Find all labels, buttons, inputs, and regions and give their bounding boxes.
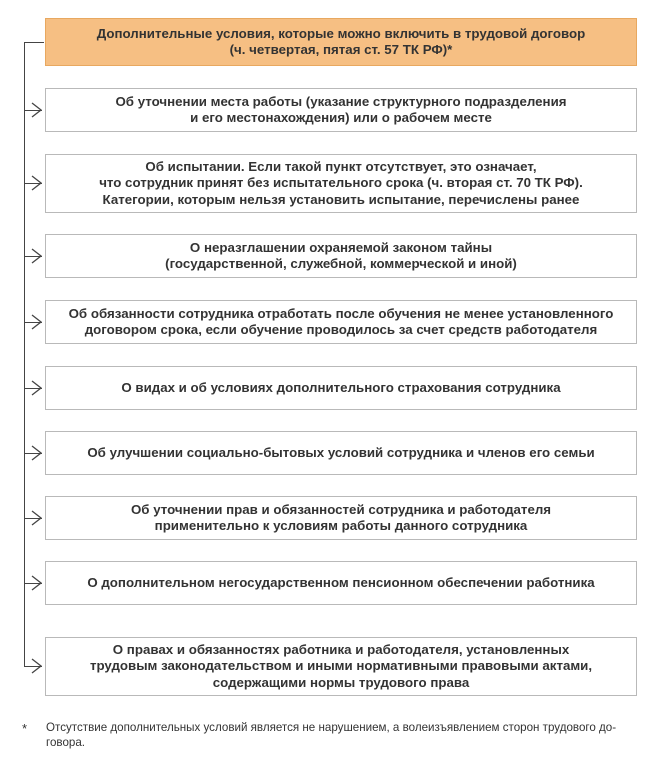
condition-text: Об обязанности сотрудника отработать после обучения не менее установленного договором срока, если обучение проводилось за счет средств работодателя	[68, 305, 614, 337]
condition-text: О дополнительном негосударственном пенсионном обеспечении работника	[87, 574, 595, 590]
condition-text: Об уточнении места работы (указание структурного подразделения и его местонахождения) или о рабочем месте	[115, 93, 567, 125]
condition-box-7	[45, 496, 637, 540]
header-box	[45, 18, 637, 66]
condition-box-6	[45, 431, 637, 475]
condition-text: О правах и обязанностях работника и работодателя, установленных трудовым законодательством и иными нормативными правовыми актами, содержащими нормы трудового права	[89, 641, 593, 690]
connector-stub	[24, 453, 42, 454]
footnote-text: Отсутствие дополнительных условий является не нарушением, а волеизъявлением сторон трудового до- говора.	[46, 721, 617, 749]
condition-box-8	[45, 561, 637, 605]
condition-text: Об испытании. Если такой пункт отсутствует, это означает, что сотрудник принят без испытательного срока (ч. вторая ст. 70 ТК РФ). Категории, которым нельзя установить испытание, перечислены ранее	[99, 158, 583, 207]
condition-box-4	[45, 300, 637, 344]
connector-spine	[24, 42, 25, 666]
connector-stub	[24, 110, 42, 111]
connector-stub	[24, 583, 42, 584]
condition-box-3	[45, 234, 637, 278]
connector-stub	[24, 518, 42, 519]
connector-stub	[24, 322, 42, 323]
footnote-mark: *	[22, 721, 28, 736]
connector-stub	[24, 256, 42, 257]
condition-text: Об улучшении социально-бытовых условий сотрудника и членов его семьи	[87, 444, 595, 460]
condition-box-2	[45, 154, 637, 213]
header-text: Дополнительные условия, которые можно включить в трудовой договор (ч. четвертая, пятая ст. 57 ТК РФ)*	[96, 25, 586, 57]
connector-header-stub	[24, 42, 44, 43]
condition-text: О видах и об условиях дополнительного страхования сотрудника	[121, 379, 561, 395]
connector-stub	[24, 666, 42, 667]
condition-text: О неразглашении охраняемой законом тайны (государственной, служебной, коммерческой и иной)	[165, 239, 517, 271]
condition-box-1	[45, 88, 637, 132]
connector-stub	[24, 388, 42, 389]
condition-box-5	[45, 366, 637, 410]
condition-text: Об уточнении прав и обязанностей сотрудника и работодателя применительно к условиям работы данного сотрудника	[130, 501, 552, 533]
condition-box-9	[45, 637, 637, 696]
connector-stub	[24, 183, 42, 184]
